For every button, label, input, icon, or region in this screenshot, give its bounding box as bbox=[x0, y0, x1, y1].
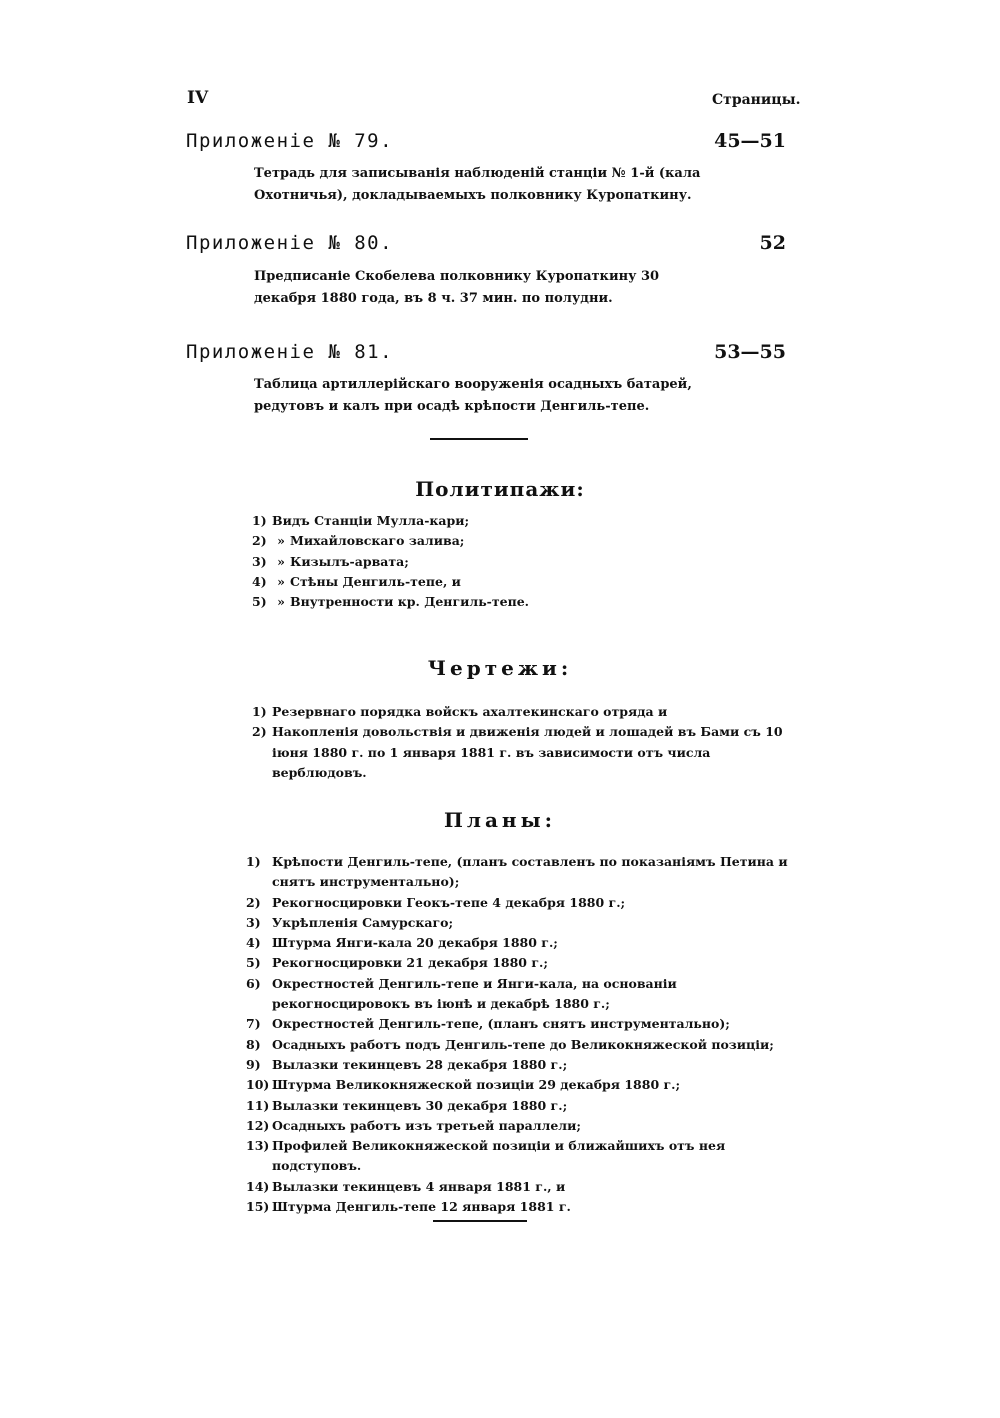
appendix-80-description: Предписаніе Скобелева полковнику Куропаткину 30 декабря 1880 года, въ 8 ч. 37 мин. по полудни. bbox=[254, 269, 660, 306]
item-text: Осадныхъ работъ подъ Денгиль-тепе до Великокняжеской позиціи; bbox=[272, 1036, 774, 1052]
item-text: Окрестностей Денгиль-тепе и Янги-кала, на основаніи рекогносцировокъ въ іюнѣ и декабрѣ 1880 г.; bbox=[272, 975, 677, 1012]
list-item bbox=[246, 1116, 792, 1136]
item-number: 9) bbox=[246, 1056, 261, 1072]
item-text: Укрѣпленія Самурскаго; bbox=[272, 914, 454, 930]
item-number: 2) bbox=[252, 724, 267, 740]
appendix-80-pages: 52 bbox=[759, 232, 786, 254]
list-item bbox=[246, 1014, 792, 1034]
list-item bbox=[252, 572, 752, 592]
item-number: 3) bbox=[252, 553, 267, 569]
item-number: 15) bbox=[246, 1199, 270, 1215]
pages-column-label: Страницы. bbox=[712, 92, 801, 108]
item-text: Михайловскаго залива; bbox=[290, 533, 465, 549]
item-number: 4) bbox=[246, 935, 261, 951]
end-divider bbox=[433, 1220, 527, 1222]
list-item bbox=[252, 531, 752, 551]
item-number: 2) bbox=[252, 533, 267, 549]
list-item bbox=[246, 913, 792, 933]
item-text: Стѣны Денгиль-тепе, и bbox=[290, 573, 461, 589]
list-item bbox=[246, 1035, 792, 1055]
page-number: IV bbox=[187, 88, 209, 108]
appendix-80-title: Приложеніе № 80. bbox=[186, 232, 394, 254]
appendix-81-description: Таблица артиллерійскаго вооруженія осадныхъ батарей, редутовъ и калъ при осадѣ крѣпости Денгиль-тепе. bbox=[254, 377, 692, 414]
item-text: Рекогносцировки 21 декабря 1880 г.; bbox=[272, 955, 548, 971]
list-item bbox=[252, 511, 752, 531]
item-text: Кизылъ-арвата; bbox=[290, 553, 409, 569]
list-item bbox=[246, 974, 792, 1015]
item-text: Внутренности кр. Денгиль-тепе. bbox=[290, 594, 530, 610]
item-text: Накопленія довольствія и движенія людей и лошадей въ Бами съ 10 іюня 1880 г. по 1 января 1881 г. въ зависимости отъ числа верблюдовъ. bbox=[272, 724, 783, 780]
polytypes-list bbox=[252, 511, 752, 612]
item-text: Вылазки текинцевъ 30 декабря 1880 г.; bbox=[272, 1097, 568, 1113]
item-text: Видъ Станціи Мулла-кари; bbox=[272, 513, 470, 528]
list-item bbox=[252, 552, 752, 572]
item-text: Профилей Великокняжеской позиціи и ближайшихъ отъ нея подступовъ. bbox=[272, 1138, 726, 1174]
list-item bbox=[246, 1197, 792, 1217]
item-number: 5) bbox=[252, 594, 267, 610]
appendix-79-title: Приложеніе № 79. bbox=[186, 130, 394, 152]
appendix-79-description: Тетрадь для записыванія наблюденій станціи № 1-й (кала Охотничья), докладываемыхъ полковнику Куропаткину. bbox=[254, 166, 701, 203]
item-number: 2) bbox=[246, 894, 261, 910]
list-item bbox=[252, 702, 792, 722]
item-number: 14) bbox=[246, 1178, 270, 1194]
item-text: Вылазки текинцевъ 4 января 1881 г., и bbox=[272, 1178, 566, 1194]
item-number: 8) bbox=[246, 1036, 261, 1052]
list-item bbox=[246, 852, 792, 893]
item-number: 1) bbox=[252, 513, 267, 528]
appendix-81-title: Приложеніе № 81. bbox=[186, 341, 394, 363]
section-divider bbox=[430, 438, 528, 440]
ditto-mark: » bbox=[277, 594, 285, 610]
list-item bbox=[246, 1096, 792, 1116]
item-text: Крѣпости Денгиль-тепе, (планъ составленъ по показаніямъ Петина и снятъ инструментально); bbox=[272, 854, 788, 890]
item-text: Осадныхъ работъ изъ третьей параллели; bbox=[272, 1117, 582, 1133]
ditto-mark: » bbox=[277, 533, 285, 549]
item-number: 4) bbox=[252, 573, 267, 589]
item-number: 7) bbox=[246, 1016, 261, 1032]
appendix-79-pages: 45—51 bbox=[714, 130, 786, 152]
list-item bbox=[246, 1177, 792, 1197]
item-number: 1) bbox=[246, 854, 261, 869]
drawings-list bbox=[252, 702, 792, 783]
list-item bbox=[246, 1055, 792, 1075]
item-text: Резервнаго порядка войскъ ахалтекинскаго отряда и bbox=[272, 704, 668, 719]
ditto-mark: » bbox=[277, 553, 285, 569]
list-item bbox=[246, 1136, 792, 1177]
item-number: 5) bbox=[246, 955, 261, 971]
item-text: Вылазки текинцевъ 28 декабря 1880 г.; bbox=[272, 1056, 568, 1072]
item-text: Рекогносцировки Геокъ-тепе 4 декабря 1880 г.; bbox=[272, 894, 626, 910]
item-number: 1) bbox=[252, 704, 267, 719]
item-number: 11) bbox=[246, 1097, 270, 1113]
list-item bbox=[252, 722, 792, 783]
plans-list bbox=[246, 852, 792, 1217]
item-text: Штурма Денгиль-тепе 12 января 1881 г. bbox=[272, 1199, 571, 1215]
item-number: 3) bbox=[246, 914, 261, 930]
list-item bbox=[246, 1075, 792, 1095]
polytypes-heading: Политипажи: bbox=[415, 477, 585, 501]
list-item bbox=[252, 592, 752, 612]
item-text: Штурма Великокняжеской позиціи 29 декабря 1880 г.; bbox=[272, 1077, 681, 1093]
appendix-81-pages: 53—55 bbox=[714, 341, 786, 363]
item-number: 12) bbox=[246, 1117, 270, 1133]
list-item bbox=[246, 893, 792, 913]
list-item bbox=[246, 933, 792, 953]
item-text: Штурма Янги-кала 20 декабря 1880 г.; bbox=[272, 935, 558, 951]
item-text: Окрестностей Денгиль-тепе, (планъ снятъ инструментально); bbox=[272, 1016, 730, 1032]
drawings-heading: Чертежи: bbox=[427, 656, 573, 680]
item-number: 10) bbox=[246, 1077, 270, 1093]
item-number: 13) bbox=[246, 1138, 270, 1154]
item-number: 6) bbox=[246, 975, 261, 991]
plans-heading: Планы: bbox=[443, 808, 557, 832]
list-item bbox=[246, 953, 792, 973]
ditto-mark: » bbox=[277, 573, 285, 589]
